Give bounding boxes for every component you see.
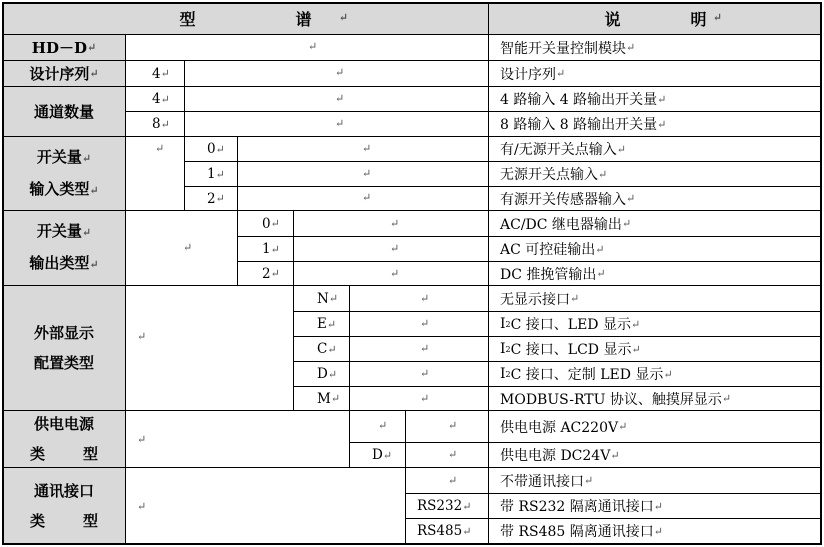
cell-text: 型 — [83, 445, 99, 463]
hline-6 — [2, 410, 822, 411]
output-code-2 — [255, 262, 280, 285]
header-spec-left: 型 — [179, 10, 196, 29]
cell-text: 2 — [505, 344, 511, 354]
paragraph-mark: ↵ — [420, 342, 430, 355]
desc-output-0 — [489, 211, 631, 236]
paragraph-mark: ↵ — [595, 242, 605, 256]
paragraph-mark: ↵ — [81, 226, 92, 239]
paragraph-mark: ↵ — [335, 66, 345, 79]
cell-text: 无显示接口 — [500, 291, 570, 308]
hline-out-1 — [237, 236, 822, 237]
paragraph-mark: ↵ — [137, 330, 147, 343]
cell-text: 带 RS232 隔离通讯接口 — [500, 499, 654, 515]
cell-text: I — [500, 316, 506, 332]
paragraph-mark: ↵ — [89, 183, 99, 197]
paragraph-mark: ↵ — [327, 367, 338, 381]
vline-output-a — [237, 210, 238, 285]
paragraph-mark: ↵ — [160, 67, 170, 80]
label-series — [3, 61, 125, 86]
hline-ch — [125, 111, 822, 112]
cell-text: AC 可控硅输出 — [500, 242, 596, 258]
display-code-e — [310, 312, 336, 336]
label-display-type — [3, 286, 125, 410]
cell-text: 4 — [152, 91, 161, 107]
comm-code-rs232 — [410, 494, 471, 518]
hline-out-2 — [237, 261, 822, 262]
paragraph-mark: ↵ — [81, 151, 92, 165]
paragraph-mark: ↵ — [328, 292, 339, 305]
cell-text: 无源开关点输入 — [500, 167, 598, 183]
paragraph-mark: ↵ — [382, 448, 393, 462]
cell-text: 输入类型 — [29, 179, 90, 198]
cell-text: 通道数量 — [33, 102, 94, 121]
label-channels — [3, 87, 125, 136]
vline-input-b — [237, 136, 238, 210]
desc-channels-8 — [489, 112, 666, 136]
paragraph-mark: ↵ — [653, 524, 663, 538]
border-top — [2, 2, 822, 4]
desc-channels-4 — [489, 87, 666, 111]
input-code-0 — [200, 137, 225, 161]
paragraph-mark: ↵ — [362, 142, 372, 155]
cell-text: I — [500, 341, 506, 357]
series-code — [145, 61, 170, 86]
paragraph-mark: ↵ — [420, 292, 430, 305]
cell-text: RS232 — [417, 498, 463, 514]
hline-pwr-1 — [349, 442, 822, 443]
cell-text: 不带通讯接口 — [500, 473, 584, 490]
paragraph-mark: ↵ — [610, 448, 620, 462]
vline-series — [184, 60, 185, 136]
cell-text: 4 路输入 4 路输出开关量 — [500, 92, 658, 108]
header-spec — [3, 3, 488, 34]
cell-text: 0 — [207, 141, 216, 157]
paragraph-mark: ↵ — [160, 92, 170, 106]
paragraph-mark: ↵ — [420, 392, 430, 405]
paragraph-mark: ↵ — [390, 242, 400, 255]
paragraph-mark: ↵ — [596, 267, 606, 280]
hline-header — [2, 34, 822, 35]
comm-code-rs485 — [410, 519, 471, 543]
paragraph-mark: ↵ — [448, 474, 458, 487]
cell-text: 2 — [262, 265, 271, 282]
paragraph-mark: ↵ — [712, 11, 722, 24]
cell-text: C 接口、定制 LED 显示 — [510, 367, 664, 383]
cell-text: 设计序列 — [500, 66, 556, 83]
power-code-d — [365, 443, 392, 467]
hline-in-1 — [184, 161, 822, 162]
cell-text: C 接口、LED 显示 — [510, 317, 631, 333]
desc-power-ac — [489, 411, 627, 442]
cell-text: M — [317, 390, 331, 407]
vline-disp-b — [349, 285, 350, 410]
paragraph-mark: ↵ — [362, 167, 372, 180]
cell-text: 供电电源 DC24V — [500, 448, 611, 464]
paragraph-mark: ↵ — [631, 342, 641, 356]
header-spec-right: 谱 — [295, 10, 312, 29]
paragraph-mark: ↵ — [462, 524, 472, 538]
paragraph-mark: ↵ — [155, 142, 165, 155]
paragraph-mark: ↵ — [657, 92, 667, 106]
desc-input-0 — [489, 137, 626, 161]
hline-disp-1 — [293, 311, 822, 312]
border-right — [820, 2, 822, 545]
cell-text: AC/DC 继电器输出 — [500, 216, 622, 233]
vline-disp-a — [293, 285, 294, 410]
paragraph-mark: ↵ — [584, 474, 594, 487]
hline-com-1 — [405, 493, 822, 494]
paragraph-mark: ↵ — [89, 258, 99, 271]
desc-output-1 — [489, 237, 605, 261]
display-code-n — [310, 286, 338, 311]
border-left — [2, 2, 4, 545]
paragraph-mark: ↵ — [663, 367, 673, 381]
paragraph-mark: ↵ — [448, 448, 458, 461]
hline-disp-4 — [293, 386, 822, 387]
paragraph-mark: ↵ — [338, 11, 348, 24]
paragraph-mark: ↵ — [270, 267, 280, 280]
display-code-m — [310, 387, 340, 410]
desc-comm-none — [489, 468, 593, 493]
cell-text: I — [500, 366, 506, 382]
paragraph-mark: ↵ — [618, 420, 628, 433]
hline-1 — [2, 60, 822, 61]
cell-text: 开关量 — [36, 222, 82, 240]
hline-4 — [2, 210, 822, 211]
label-output-type — [3, 211, 125, 285]
cell-text: 带 RS485 隔离通讯接口 — [500, 524, 654, 540]
cell-text: 2 — [505, 319, 511, 329]
cell-text: C — [317, 341, 328, 357]
paragraph-mark: ↵ — [335, 92, 345, 105]
cell-text: 类 — [29, 445, 45, 463]
cell-text: D — [317, 366, 328, 382]
channel-code-4 — [145, 87, 170, 111]
cell-text: 2 — [505, 369, 511, 379]
paragraph-mark: ↵ — [616, 142, 626, 156]
paragraph-mark: ↵ — [570, 292, 580, 305]
paragraph-mark: ↵ — [215, 167, 225, 181]
paragraph-mark: ↵ — [308, 40, 318, 53]
cell-text: RS485 — [417, 523, 463, 539]
desc-output-2 — [489, 262, 606, 285]
desc-display-c — [489, 337, 641, 361]
paragraph-mark: ↵ — [137, 500, 147, 513]
paragraph-mark: ↵ — [657, 117, 667, 131]
desc-series — [489, 61, 565, 86]
label-input-type — [3, 137, 125, 210]
desc-model — [489, 35, 635, 60]
cell-text: 8 — [152, 116, 161, 132]
cell-text: D — [372, 447, 383, 463]
paragraph-mark: ↵ — [420, 367, 430, 380]
hline-2 — [2, 86, 822, 87]
cell-text: 型 — [83, 511, 99, 530]
cell-text: E — [317, 316, 327, 332]
header-desc-left: 说 — [604, 10, 621, 29]
hline-disp-3 — [293, 361, 822, 362]
paragraph-mark: ↵ — [390, 217, 400, 230]
desc-display-e — [489, 312, 640, 336]
paragraph-mark: ↵ — [183, 241, 193, 254]
desc-comm-rs232 — [489, 494, 663, 518]
paragraph-mark: ↵ — [378, 419, 388, 432]
cell-text: 输出类型 — [29, 254, 90, 272]
paragraph-mark: ↵ — [390, 267, 400, 280]
cell-text: 开关量 — [36, 147, 82, 166]
paragraph-mark: ↵ — [215, 142, 225, 156]
hline-7 — [2, 467, 822, 468]
header-desc — [489, 3, 822, 34]
label-model — [3, 35, 125, 60]
channel-code-8 — [145, 112, 170, 136]
paragraph-mark: ↵ — [270, 242, 280, 256]
divider-desc-col — [488, 2, 489, 544]
hline-3 — [2, 136, 822, 137]
desc-input-1 — [489, 162, 607, 186]
desc-display-n — [489, 286, 579, 311]
cell-text: 1 — [207, 166, 216, 182]
paragraph-mark: ↵ — [327, 342, 337, 356]
cell-text: 外部显示 — [33, 324, 94, 342]
paragraph-mark: ↵ — [448, 419, 458, 432]
cell-text: 有源开关传感器输入 — [500, 191, 626, 208]
cell-text: DC 推挽管输出 — [500, 266, 597, 283]
paragraph-mark: ↵ — [626, 192, 636, 205]
vline-pwr-a — [349, 410, 350, 467]
paragraph-mark: ↵ — [330, 392, 341, 405]
paragraph-mark: ↵ — [215, 192, 225, 205]
cell-text: 设计序列 — [29, 64, 90, 83]
vline-output-b — [293, 210, 294, 285]
cell-text: HD－D — [31, 38, 87, 57]
cell-text: MODBUS-RTU 协议、触摸屏显示 — [500, 391, 722, 408]
input-code-2 — [200, 187, 225, 210]
cell-text: 供电电源 — [33, 415, 94, 433]
desc-comm-rs485 — [489, 519, 663, 543]
cell-text: N — [317, 290, 329, 307]
label-comm-type — [3, 468, 125, 543]
paragraph-mark: ↵ — [598, 167, 608, 181]
vline-com-a — [405, 467, 406, 544]
cell-text: 通讯接口 — [33, 481, 94, 500]
hline-disp-2 — [293, 336, 822, 337]
cell-text: 2 — [207, 190, 216, 207]
paragraph-mark: ↵ — [556, 67, 566, 80]
input-code-1 — [200, 162, 225, 186]
cell-text: 有/无源开关点输入 — [500, 142, 617, 158]
paragraph-mark: ↵ — [420, 317, 430, 330]
display-code-d — [310, 362, 337, 386]
cell-text: 供电电源 AC220V — [500, 419, 619, 436]
paragraph-mark: ↵ — [270, 217, 280, 230]
paragraph-mark: ↵ — [137, 433, 147, 446]
desc-display-m — [489, 387, 731, 410]
paragraph-mark: ↵ — [86, 40, 97, 54]
cell-text: 8 路输入 8 路输出开关量 — [500, 117, 658, 133]
vline-input-a — [184, 136, 185, 210]
label-power-type — [3, 411, 125, 467]
paragraph-mark: ↵ — [89, 66, 99, 80]
desc-power-dc — [489, 443, 620, 467]
hline-com-2 — [405, 518, 822, 519]
hline-5 — [2, 285, 822, 286]
paragraph-mark: ↵ — [626, 41, 636, 54]
paragraph-mark: ↵ — [630, 317, 641, 331]
cell-text: 配置类型 — [33, 354, 94, 372]
paragraph-mark: ↵ — [362, 191, 372, 204]
desc-input-2 — [489, 187, 635, 210]
output-code-0 — [255, 211, 280, 236]
cell-text: 智能开关量控制模块 — [500, 40, 626, 57]
desc-display-d — [489, 362, 673, 386]
cell-text: 1 — [262, 241, 271, 257]
cell-text: 类 — [29, 511, 45, 530]
cell-text: C 接口、LCD 显示 — [510, 342, 632, 358]
paragraph-mark: ↵ — [462, 499, 472, 513]
vline-pwr-b — [405, 410, 406, 467]
paragraph-mark: ↵ — [653, 499, 663, 513]
paragraph-mark: ↵ — [160, 117, 170, 131]
cell-text: 4 — [152, 65, 161, 82]
cell-text: 0 — [262, 215, 271, 232]
paragraph-mark: ↵ — [721, 392, 732, 405]
header-desc-right: 明 — [690, 10, 707, 29]
paragraph-mark: ↵ — [335, 117, 345, 130]
paragraph-mark: ↵ — [621, 217, 632, 230]
display-code-c — [310, 337, 337, 361]
hline-in-2 — [184, 186, 822, 187]
paragraph-mark: ↵ — [326, 317, 337, 331]
output-code-1 — [255, 237, 280, 261]
